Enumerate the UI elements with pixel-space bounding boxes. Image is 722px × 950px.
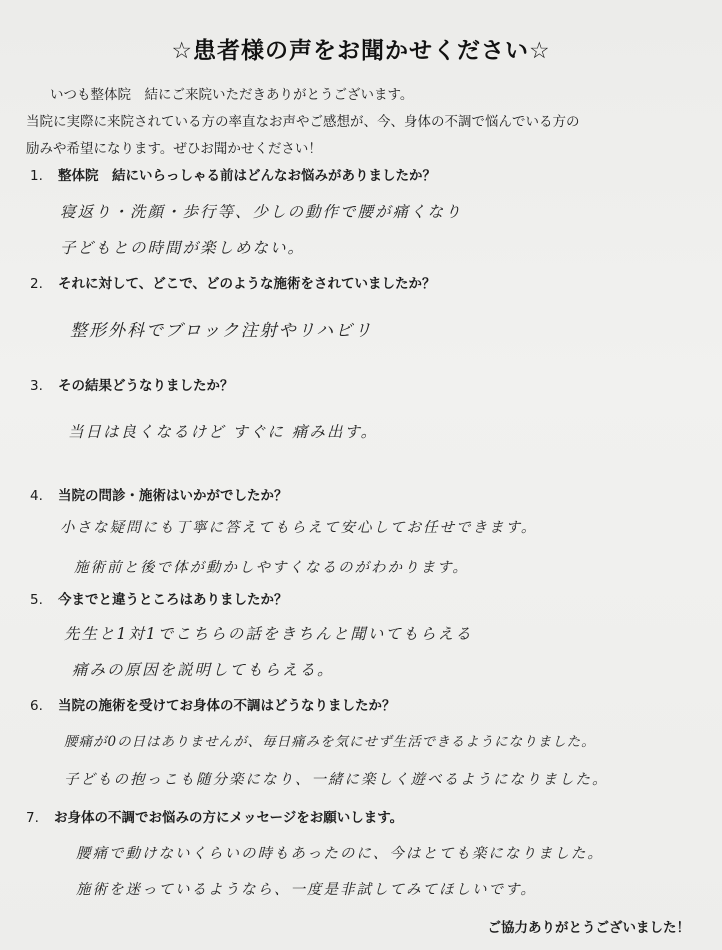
question-text: お身体の不調でお悩みの方にメッセージをお願いします。 — [54, 810, 404, 826]
question-1 — [30, 164, 690, 184]
question-text: 当院の問診・施術はいかがでしたか？ — [58, 488, 288, 504]
answer-2-line-1: 整形外科でブロック注射やリハビリ — [70, 321, 374, 341]
question-number: 3. — [30, 378, 43, 394]
question-number: 1. — [30, 168, 43, 184]
question-6 — [30, 694, 690, 714]
question-text: 整体院 結にいらっしゃる前はどんなお悩みがありましたか？ — [58, 168, 436, 184]
question-7 — [26, 806, 686, 826]
intro-line: いつも整体院 結にご来院いただきありがとうございます。 — [50, 87, 414, 103]
question-number: 6. — [30, 698, 43, 714]
question-5 — [30, 588, 690, 608]
question-2 — [30, 272, 690, 292]
answer-5-line-2: 痛みの原因を説明してもらえる。 — [72, 661, 335, 679]
question-number: 2. — [30, 276, 43, 292]
question-text: それに対して、どこで、どのような施術をされていましたか？ — [58, 276, 436, 292]
question-3 — [30, 374, 690, 394]
question-number: 5. — [30, 592, 43, 608]
answer-1-line-2: 子どもとの時間が楽しめない。 — [60, 239, 306, 257]
page-title: ☆患者様の声をお聞かせください☆ — [171, 38, 551, 64]
answer-3-line-1: 当日は良くなるけど すぐに 痛み出す。 — [68, 423, 379, 441]
question-number: 4. — [30, 488, 43, 504]
question-4 — [30, 484, 690, 504]
answer-7-line-2: 施術を迷っているようなら、一度是非試してみてほしいです。 — [76, 882, 537, 898]
answer-4-line-2: 施術前と後で体が動かしやすくなるのがわかります。 — [74, 560, 469, 576]
answer-7-line-1: 腰痛で動けないくらいの時もあったのに、今はとても楽になりました。 — [76, 846, 604, 862]
intro-line: 当院に実際に来院されている方の率直なお声やご感想が、今、身体の不調で悩んでいる方の — [26, 114, 580, 130]
question-text: 当院の施術を受けてお身体の不調はどうなりましたか？ — [58, 698, 396, 714]
thanks-text: ご協力ありがとうございました！ — [487, 920, 690, 936]
question-text: その結果どうなりましたか？ — [58, 378, 234, 394]
answer-1-line-1: 寝返り・洗顔・歩行等、少しの動作で腰が痛くなり — [60, 203, 463, 221]
answer-5-line-1: 先生と1対1でこちらの話をきちんと聞いてもらえる — [64, 625, 473, 643]
answer-6-line-2: 子どもの抱っこも随分楽になり、一緒に楽しく遊べるようになりました。 — [64, 772, 609, 788]
intro-text — [26, 82, 706, 163]
intro-line: 励みや希望になります。ぜひお聞かせください！ — [26, 141, 322, 157]
answer-4-line-1: 小さな疑問にも丁寧に答えてもらえて安心してお任せできます。 — [60, 520, 538, 536]
question-text: 今までと違うところはありましたか？ — [58, 592, 288, 608]
answer-6-line-1: 腰痛が0の日はありませんが、毎日痛みを気にせず生活できるようになりました。 — [64, 734, 596, 750]
question-number: 7. — [26, 810, 39, 826]
